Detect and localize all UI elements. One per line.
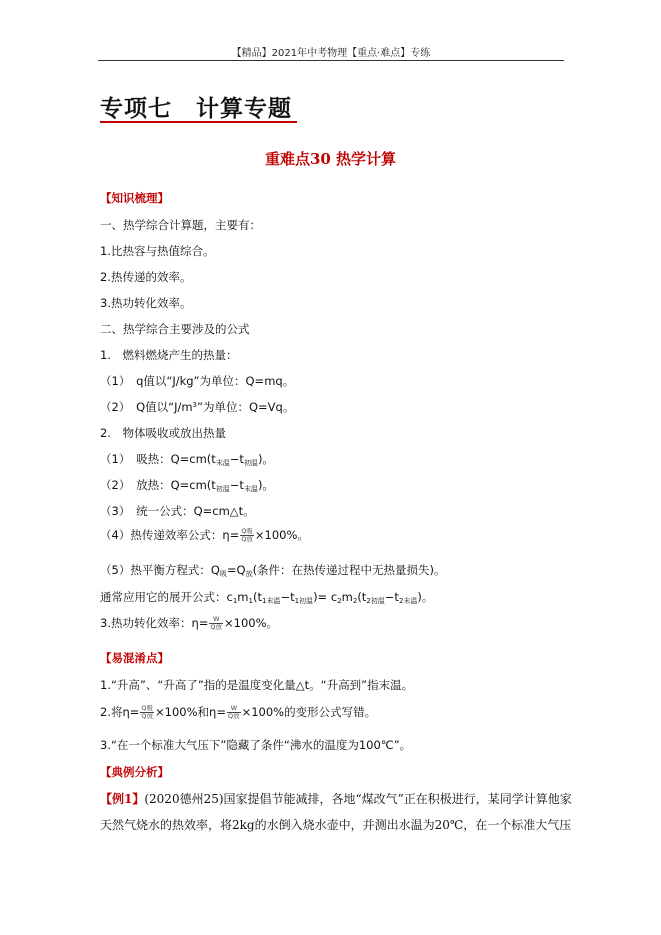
example-text: (2020德州25)国家提倡节能减排，各地“煤改气”正在积极进行，某同学计算他家 xyxy=(144,792,572,806)
formula-text: −t xyxy=(229,452,244,466)
formula-line xyxy=(100,589,433,606)
formula-subscript: 吸 xyxy=(219,570,227,578)
formula-text: )。 xyxy=(257,452,274,466)
fraction xyxy=(209,616,223,631)
fraction xyxy=(240,528,254,543)
example-line: 天然气烧水的热效率，将2kg的水倒入烧水壶中，并测出水温为20℃，在一个标准大气压 xyxy=(100,818,572,832)
formula-text: 3.热功转化效率：η= xyxy=(100,616,209,630)
formula-line xyxy=(100,527,309,543)
formula-text: ”为单位：Q=Vq。 xyxy=(197,400,295,414)
text-line: 二、热学综合主要涉及的公式 xyxy=(100,322,250,336)
example-line xyxy=(100,790,572,807)
formula-subscript: 放 xyxy=(245,570,253,578)
formula-subscript: 1 xyxy=(232,597,238,605)
formula-subscript: 初温 xyxy=(215,485,230,493)
text-line: 一、热学综合计算题，主要有： xyxy=(100,218,261,232)
formula-subscript: 末温 xyxy=(243,485,258,493)
formula-text: (t xyxy=(357,590,367,604)
formula-text: ×100%。 xyxy=(224,616,279,630)
text-line: 3.热功转化效率。 xyxy=(100,296,192,310)
formula-text: ×100%的变形公式写错。 xyxy=(241,705,377,719)
formula-subscript: 1末温 xyxy=(261,597,281,605)
formula-text: −t xyxy=(229,478,244,492)
formula-line xyxy=(100,562,446,579)
formula-text: (t xyxy=(252,590,262,604)
formula-line xyxy=(100,615,278,631)
title-underline xyxy=(100,121,297,123)
denominator: Q放 xyxy=(210,623,223,631)
formula-text: ×100%和η= xyxy=(155,705,226,719)
denominator: Q放 xyxy=(241,535,253,543)
formula-line xyxy=(100,477,274,494)
section-subtitle: 重难点30 热学计算 xyxy=(264,150,397,168)
formula-text: （4）热传递效率公式：η= xyxy=(100,528,240,542)
formula-text: （1） 吸热：Q=cm(t xyxy=(100,452,216,466)
section-heading-examples: 【典例分析】 xyxy=(100,765,169,779)
formula-subscript: 2初温 xyxy=(366,597,385,605)
text-line: 2. 物体吸收或放出热量 xyxy=(100,426,226,440)
formula-text: m xyxy=(237,590,249,604)
formula-text: )。 xyxy=(417,590,434,604)
formula-subscript: 2 xyxy=(352,597,358,605)
text-line: 2.热传递的效率。 xyxy=(100,270,192,284)
formula-text: 2.将η= xyxy=(100,705,140,719)
formula-line xyxy=(100,399,294,415)
formula-text: −t xyxy=(384,590,399,604)
formula-subscript: 2末温 xyxy=(398,597,418,605)
formula-subscript: 1初温 xyxy=(294,597,314,605)
text-line: 3.“在一个标准大气压下”隐藏了条件“沸水的温度为100℃”。 xyxy=(100,738,412,752)
fraction xyxy=(227,705,241,720)
text-line: （3） 统一公式：Q=cm△t。 xyxy=(100,504,255,518)
formula-text: )= c xyxy=(313,590,338,604)
text-line: 1. 燃料燃烧产生的热量： xyxy=(100,348,238,362)
numerator: W xyxy=(227,705,241,713)
formula-text: (条件：在热传递过程中无热量损失)。 xyxy=(252,563,446,577)
numerator: W xyxy=(209,616,223,624)
formula-text: =Q xyxy=(226,563,246,577)
section-heading-confusion: 【易混淆点】 xyxy=(100,651,169,665)
formula-subscript: 初温 xyxy=(243,459,258,467)
section-heading-knowledge: 【知识梳理】 xyxy=(100,191,169,205)
denominator: Q放 xyxy=(141,712,154,720)
numerator: Q吸 xyxy=(241,527,253,535)
formula-subscript: 2 xyxy=(337,597,342,605)
formula-line xyxy=(100,451,274,468)
formula-text: （5）热平衡方程式：Q xyxy=(100,563,220,577)
formula-line xyxy=(100,704,376,720)
formula-text: （2） 放热：Q=cm(t xyxy=(100,478,216,492)
formula-text: ×100%。 xyxy=(254,528,309,542)
formula-subscript: 末温 xyxy=(215,459,230,467)
text-line: 1.比热容与热值综合。 xyxy=(100,244,215,258)
formula-subscript: 1 xyxy=(248,597,253,605)
document-title: 专项七 计算专题 xyxy=(100,95,292,122)
formula-text: 通常应用它的展开公式：c xyxy=(100,590,233,604)
formula-text: )。 xyxy=(257,478,274,492)
page-header: 【精品】2021年中考物理【重点·难点】专练 xyxy=(231,48,431,59)
formula-text: （2） Q值以“J/m xyxy=(100,400,193,414)
header-rule xyxy=(98,60,564,61)
denominator: Q放 xyxy=(227,712,240,720)
fraction xyxy=(140,705,154,720)
formula-text: m xyxy=(341,590,353,604)
text-line: 1.“升高”、“升高了”指的是温度变化量△t。“升高到”指末温。 xyxy=(100,678,414,692)
formula-superscript: 3 xyxy=(192,401,198,409)
example-label: 【例1】 xyxy=(100,792,145,806)
text-line: （1） q值以“J/kg”为单位：Q=mq。 xyxy=(100,374,295,388)
formula-text: −t xyxy=(280,590,295,604)
numerator: Q吸 xyxy=(141,704,154,712)
